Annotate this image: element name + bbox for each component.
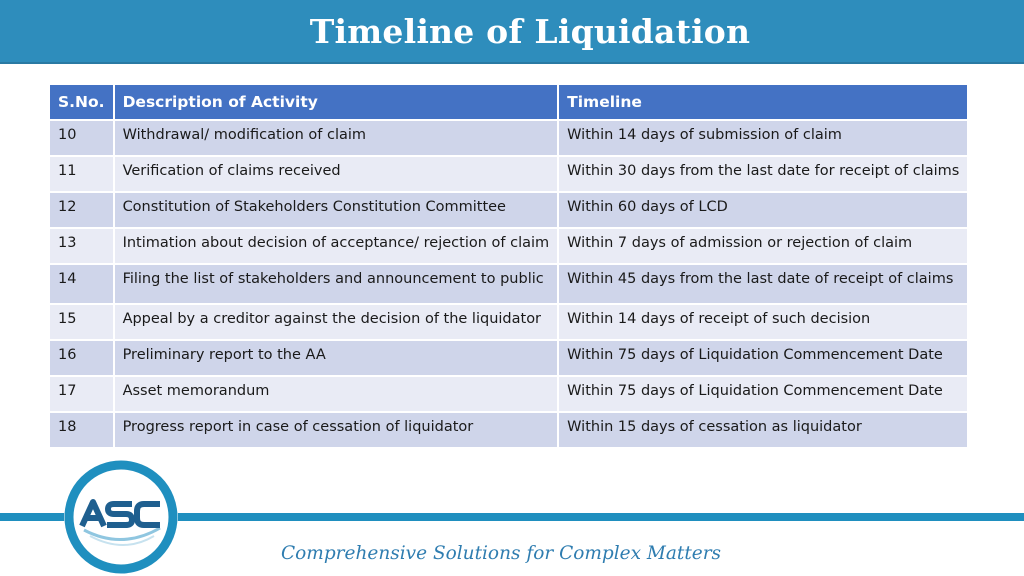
cell-description: Intimation about decision of acceptance/ rejection of claim	[115, 229, 560, 265]
table-row	[50, 157, 967, 193]
asc-logo-icon	[62, 458, 180, 576]
cell-description: Progress report in case of cessation of liquidator	[115, 413, 560, 449]
footer-tagline: Comprehensive Solutions for Complex Matters	[281, 543, 722, 564]
cell-sno: 12	[50, 193, 115, 229]
column-header-sno: S.No.	[50, 85, 115, 121]
cell-timeline: Within 30 days from the last date for receipt of claims	[559, 157, 967, 193]
cell-sno: 16	[50, 341, 115, 377]
table-row	[50, 193, 967, 229]
table-row	[50, 377, 967, 413]
table-row	[50, 305, 967, 341]
title-banner	[0, 0, 1024, 64]
column-header-timeline: Timeline	[559, 85, 967, 121]
page-title: Timeline of Liquidation	[309, 11, 751, 51]
table-row	[50, 229, 967, 265]
cell-sno: 13	[50, 229, 115, 265]
cell-sno: 11	[50, 157, 115, 193]
cell-sno: 17	[50, 377, 115, 413]
cell-timeline: Within 45 days from the last date of receipt of claims	[559, 265, 967, 305]
cell-timeline: Within 15 days of cessation as liquidator	[559, 413, 967, 449]
cell-description: Appeal by a creditor against the decision of the liquidator	[115, 305, 560, 341]
cell-description: Verification of claims received	[115, 157, 560, 193]
cell-description: Asset memorandum	[115, 377, 560, 413]
cell-timeline: Within 75 days of Liquidation Commencement Date	[559, 377, 967, 413]
cell-timeline: Within 7 days of admission or rejection of claim	[559, 229, 967, 265]
cell-sno: 10	[50, 121, 115, 157]
table-row	[50, 121, 967, 157]
cell-sno: 14	[50, 265, 115, 305]
cell-sno: 15	[50, 305, 115, 341]
cell-description: Constitution of Stakeholders Constitution Committee	[115, 193, 560, 229]
table-row	[50, 413, 967, 449]
cell-timeline: Within 75 days of Liquidation Commencement Date	[559, 341, 967, 377]
cell-sno: 18	[50, 413, 115, 449]
cell-description: Preliminary report to the AA	[115, 341, 560, 377]
cell-timeline: Within 14 days of submission of claim	[559, 121, 967, 157]
table-row	[50, 341, 967, 377]
table-header-row	[50, 85, 967, 121]
cell-description: Withdrawal/ modification of claim	[115, 121, 560, 157]
column-header-description: Description of Activity	[115, 85, 560, 121]
cell-description: Filing the list of stakeholders and announcement to public	[115, 265, 560, 305]
cell-timeline: Within 14 days of receipt of such decision	[559, 305, 967, 341]
table-row	[50, 265, 967, 305]
cell-timeline: Within 60 days of LCD	[559, 193, 967, 229]
liquidation-timeline-table	[50, 85, 967, 449]
